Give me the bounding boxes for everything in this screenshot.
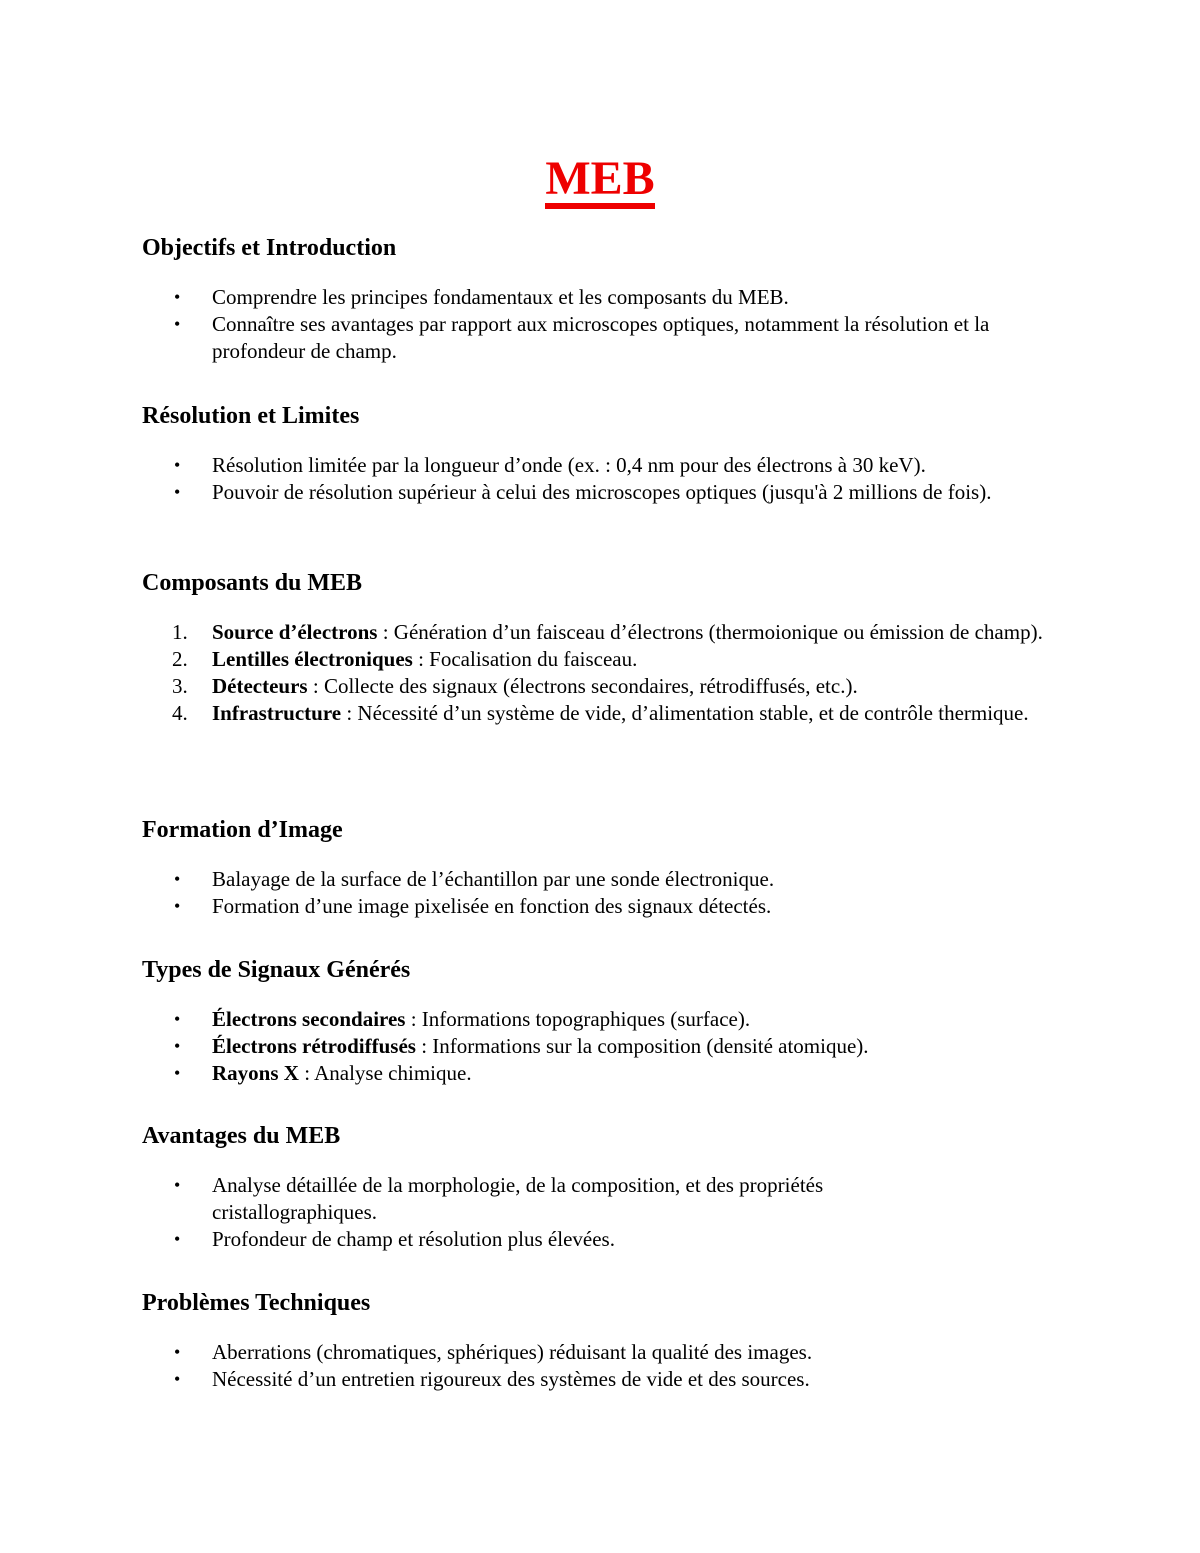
bullet-icon: •	[174, 896, 181, 916]
bullet-icon: •	[174, 1009, 181, 1029]
numbered-list	[142, 619, 1052, 727]
section-heading: Problèmes Techniques	[142, 1290, 371, 1316]
bullet-icon: •	[174, 1036, 181, 1056]
list-item: • Pouvoir de résolution supérieur à celui des microscopes optiques (jusqu'à 2 millions de fois).	[174, 480, 992, 504]
section-signaux	[142, 956, 1052, 1087]
bullet-list	[142, 452, 1052, 506]
list-item: • Connaître ses avantages par rapport aux microscopes optiques, notamment la résolution et la profondeur de champ.	[174, 312, 990, 363]
section-composants	[142, 569, 1052, 727]
list-item: 4. Infrastructure : Nécessité d’un système de vide, d’alimentation stable, et de contrôle thermique.	[172, 701, 1029, 725]
section-problemes	[142, 1289, 1052, 1393]
bullet-list	[142, 1172, 1052, 1253]
list-item: 2. Lentilles électroniques : Focalisation du faisceau.	[172, 647, 638, 671]
list-item: • Comprendre les principes fondamentaux et les composants du MEB.	[174, 285, 789, 309]
section-formation	[142, 816, 1052, 920]
list-item: • Rayons X : Analyse chimique.	[174, 1061, 472, 1085]
document-title-text: MEB	[545, 155, 654, 209]
bullet-list	[142, 1006, 1052, 1087]
bullet-list	[142, 1339, 1052, 1393]
bullet-list	[142, 866, 1052, 920]
bullet-icon: •	[174, 1342, 181, 1362]
section-heading: Objectifs et Introduction	[142, 235, 397, 261]
bullet-icon: •	[174, 1063, 181, 1083]
bullet-icon: •	[174, 455, 181, 475]
section-avantages	[142, 1122, 1052, 1253]
section-objectifs	[142, 234, 1052, 365]
bullet-icon: •	[174, 287, 181, 307]
document-title	[0, 150, 1200, 209]
bullet-icon: •	[174, 482, 181, 502]
list-item: • Balayage de la surface de l’échantillon par une sonde électronique.	[174, 867, 775, 891]
section-heading: Formation d’Image	[142, 817, 343, 843]
section-heading: Avantages du MEB	[142, 1123, 341, 1149]
list-item: • Analyse détaillée de la morphologie, de la composition, et des propriétés cristallographiques.	[174, 1173, 824, 1224]
bullet-icon: •	[174, 1229, 181, 1249]
list-item: 3. Détecteurs : Collecte des signaux (électrons secondaires, rétrodiffusés, etc.).	[172, 674, 858, 698]
bullet-icon: •	[174, 869, 181, 889]
list-item: • Nécessité d’un entretien rigoureux des systèmes de vide et des sources.	[174, 1367, 810, 1391]
section-heading: Résolution et Limites	[142, 403, 360, 429]
list-item: • Électrons secondaires : Informations topographiques (surface).	[174, 1007, 751, 1031]
bullet-icon: •	[174, 1175, 181, 1195]
bullet-list	[142, 284, 1052, 365]
bullet-icon: •	[174, 314, 181, 334]
section-heading: Composants du MEB	[142, 570, 363, 596]
list-item: • Aberrations (chromatiques, sphériques) réduisant la qualité des images.	[174, 1340, 813, 1364]
section-heading: Types de Signaux Générés	[142, 957, 411, 983]
list-item: • Profondeur de champ et résolution plus élevées.	[174, 1227, 615, 1251]
section-resolution	[142, 402, 1052, 506]
list-item: • Résolution limitée par la longueur d’onde (ex. : 0,4 nm pour des électrons à 30 keV).	[174, 453, 926, 477]
list-item: • Formation d’une image pixelisée en fonction des signaux détectés.	[174, 894, 772, 918]
list-item: • Électrons rétrodiffusés : Informations sur la composition (densité atomique).	[174, 1034, 869, 1058]
bullet-icon: •	[174, 1369, 181, 1389]
list-item: 1. Source d’électrons : Génération d’un faisceau d’électrons (thermoionique ou émission de champ).	[172, 620, 1043, 644]
